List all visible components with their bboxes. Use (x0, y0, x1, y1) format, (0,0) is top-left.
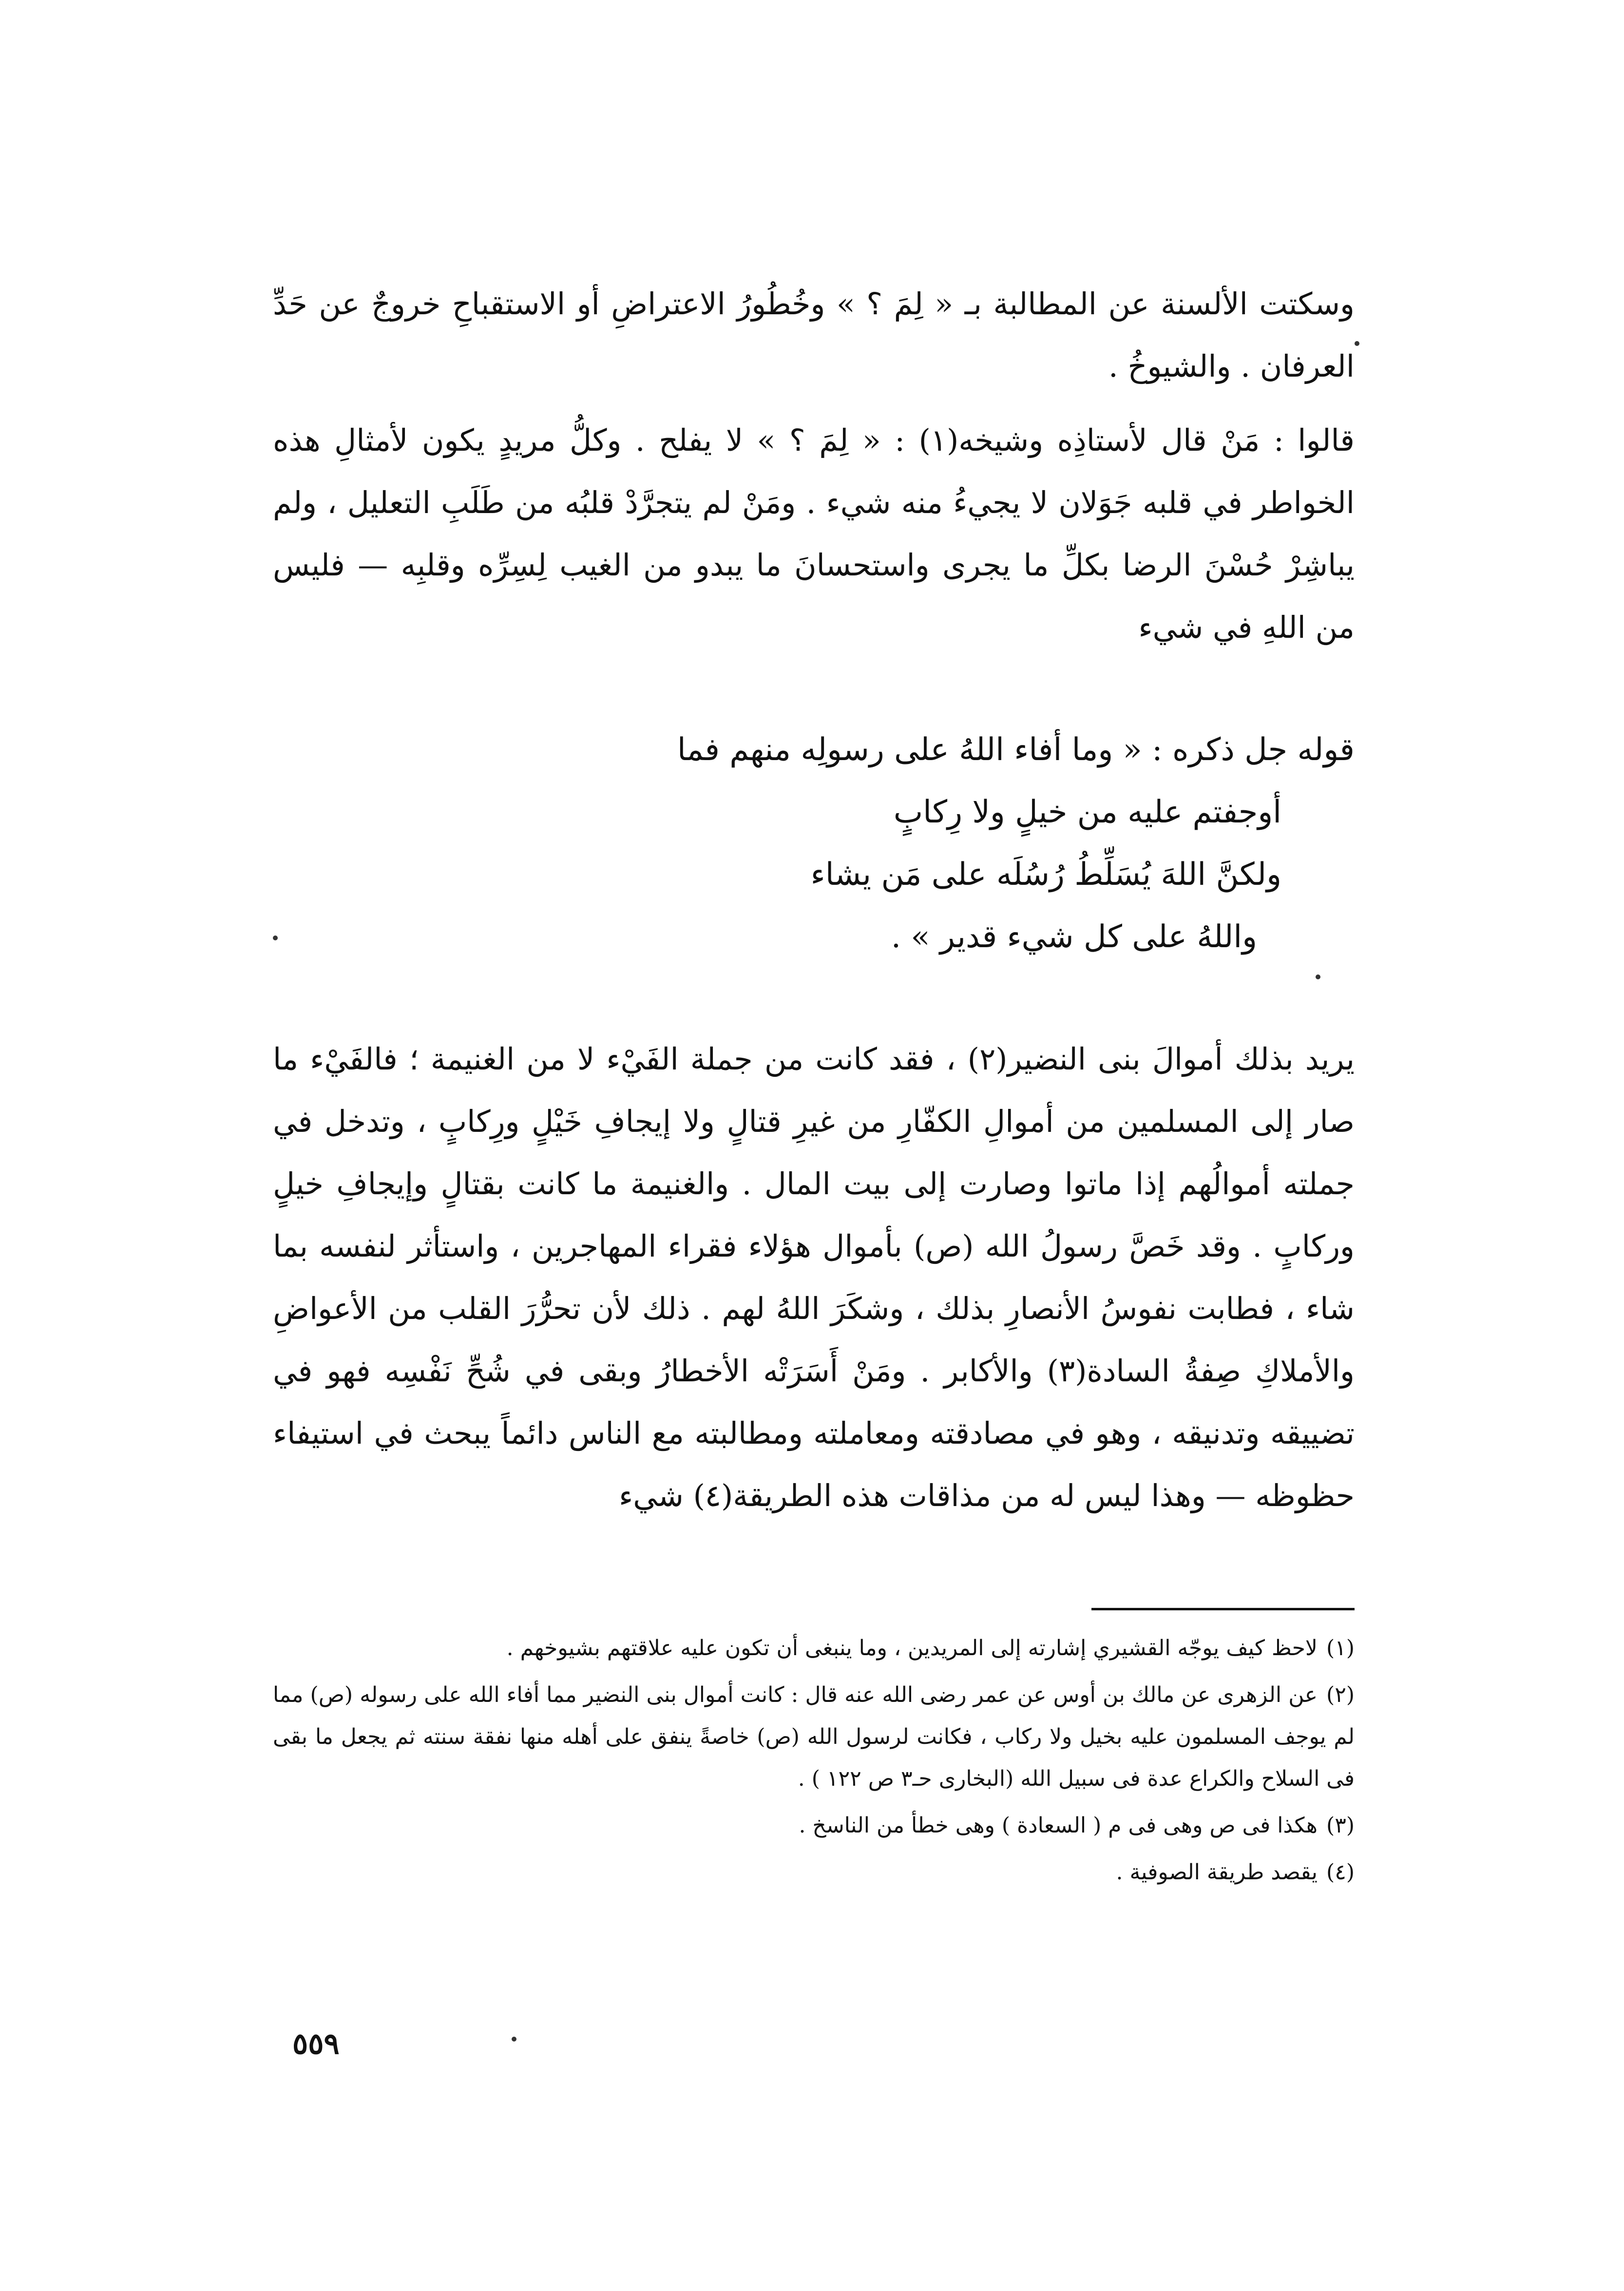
footnote-number: (١) (1326, 1636, 1355, 1661)
scan-speck (512, 2037, 516, 2042)
quran-verse (585, 719, 1355, 968)
scan-speck (1316, 974, 1320, 979)
paragraph-sayings (273, 409, 1355, 659)
footnote-4 (273, 1852, 1355, 1893)
verse-line: قوله جل ذكره : « وما أفاء اللهُ على رسولِه منهم فما (677, 732, 1355, 768)
verse-line: ولكنَّ اللهَ يُسَلِّطُ رُسُلَه على مَن يشاء (810, 857, 1281, 893)
footnote-3 (273, 1805, 1355, 1847)
paragraph-top-text: وسكتت الألسنة عن المطالبة بـ « لِمَ ؟ » وخُطُورُ الاعتراضِ أو الاستقباحِ خروجٌ عن حَدِّ العرفان . والشيوخُ . (273, 286, 1355, 384)
paragraph-commentary-text: يريد بذلك أموالَ بنى النضير(٢) ، فقد كانت من جملة الفَيْء لا من الغنيمة ؛ فالفَيْء ما صار إلى المسلمين من أموالِ الكفّارِ من غيرِ قتالٍ ولا إيجافِ خَيْلٍ ورِكابٍ ، وتدخل في جملته أموالُهم إذا ماتوا وصارت إلى بيت المال . والغنيمة ما كانت بقتالٍ وإيجافِ خيلٍ وركابٍ . وقد خَصَّ رسولُ الله (ص) بأموال هؤلاء فقراء المهاجرين ، واستأثر لنفسه بما شاء ، فطابت نفوسُ الأنصارِ بذلك ، وشكَرَ اللهُ لهم . ذلك لأن تحرُّرَ القلب من الأعواضِ والأملاكِ صِفةُ السادة(٣) والأكابر . ومَنْ أَسَرَتْه الأخطارُ وبقى في شُحِّ نَفْسِه فهو في تضييقه وتدنيقه ، وهو في مصادقته ومعاملته ومطالبته مع الناس دائماً يبحث في استيفاء حظوظه — وهذا ليس له من مذاقات هذه الطريقة(٤) شيء (273, 1041, 1355, 1513)
verse-line: أوجفتم عليه من خيلٍ ولا رِكابٍ (893, 794, 1281, 830)
footnote-number: (٢) (1326, 1682, 1355, 1707)
verse-line: واللهُ على كل شيء قدير » . (891, 919, 1257, 955)
footnote-number: (٣) (1326, 1813, 1355, 1838)
footnote-divider (1091, 1608, 1355, 1610)
footnote-text: هكذا فى ص وهى فى م ( السعادة ) وهى خطأ من الناسخ . (799, 1813, 1318, 1838)
paragraph-commentary (273, 1028, 1355, 1527)
footnotes (273, 1627, 1355, 1898)
footnote-number: (٤) (1326, 1860, 1355, 1885)
footnote-text: عن الزهرى عن مالك بن أوس عن عمر رضى الله عنه قال : كانت أموال بنى النضير مما أفاء الله على رسوله (ص) مما لم يوجف المسلمون عليه بخيل ولا ركاب ، فكانت لرسول الله (ص) خاصةً ينفق على أهله منها نفقة سنته ثم يجعل ما بقى فى السلاح والكراع عدة فى سبيل الله (البخارى حـ٣ ص ١٢٢ ) . (273, 1682, 1355, 1791)
footnote-2 (273, 1674, 1355, 1800)
footnote-text: يقصد طريقة الصوفية . (1116, 1860, 1318, 1885)
scan-speck (1355, 341, 1359, 346)
paragraph-top (273, 273, 1355, 398)
paragraph-sayings-text: قالوا : مَنْ قال لأستاذِه وشيخه(١) : « لِمَ ؟ » لا يفلح . وكلُّ مريدٍ يكون لأمثالِ هذه الخواطر في قلبه جَوَلان لا يجيءُ منه شيء . ومَنْ لم يتجرَّدْ قلبُه من طَلَبِ التعليل ، ولم يباشِرْ حُسْنَ الرضا بكلِّ ما يجرى واستحسانَ ما يبدو من الغيب لِسِرِّه وقلبِه — فليس من اللهِ في شيء (273, 422, 1355, 645)
scan-speck (273, 935, 278, 940)
footnote-text: لاحظ كيف يوجّه القشيري إشارته إلى المريدين ، وما ينبغى أن تكون عليه علاقتهم بشيوخهم . (506, 1636, 1318, 1661)
page-number: ٥٥٩ (292, 2027, 340, 2061)
footnote-1 (273, 1627, 1355, 1669)
